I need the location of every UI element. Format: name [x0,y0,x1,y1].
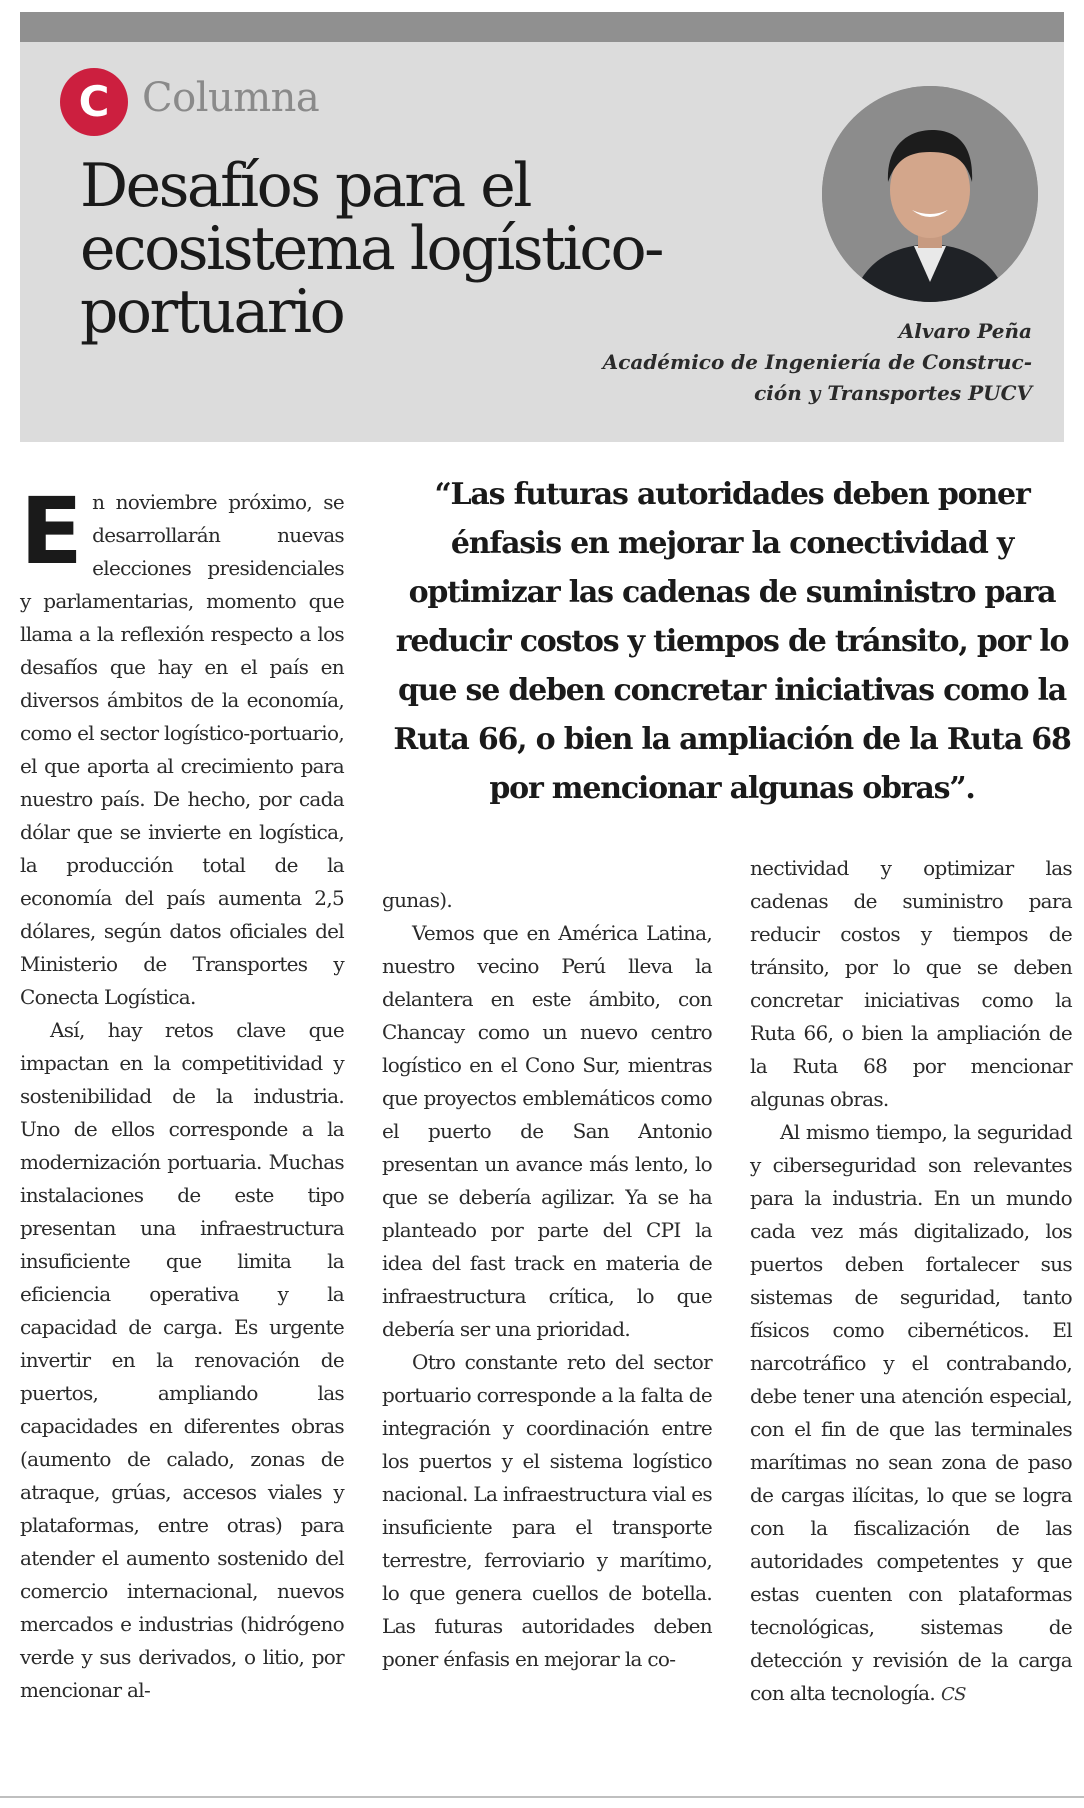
paragraph-text: n noviembre próximo, se desarrollarán nuevas elecciones presidenciales y parlamentarias, momento que llama a la reflexión respecto a los desafíos que hay en el país en diversos ámbitos de la economía, como el sector logístico-portuario, el que aporta al crecimiento para nuestro país. De hecho, por cada dólar que se invierte en logística, la producción total de la economía del país aumenta 2,5 dólares, según datos oficiales del Ministerio de Transportes y Conecta Logística. [20,490,344,1009]
paragraph: Así, hay retos clave que impactan en la competitividad y sostenibilidad de la industria. Uno de ellos corresponde a la modernización portuaria. Muchas instalaciones de este tipo presentan una infraestructura insuficiente que limita la eficiencia operativa y la capacidad de carga. Es urgente invertir en la renovación de puertos, ampliando las capacidades en diferentes obras (aumento de calado, zonas de atraque, grúas, accesos viales y plataformas, entre otras) para atender el aumento sostenido del comercio internacional, nuevos mercados e industrias (hidrógeno verde y sus derivados, o litio, por mencionar al- [20,1018,344,1702]
author-byline [512,316,1032,409]
paragraph: Vemos que en América Latina, nuestro vecino Perú lleva la delantera en este ámbito, con Chancay como un nuevo centro logístico en el Cono Sur, mientras que proyectos emblemáticos como el puerto de San Antonio presentan un avance más lento, lo que se debería agilizar. Ya se ha planteado por parte del CPI la idea del fast track en materia de infraestructura crítica, lo que debería ser una prioridad. [382,921,712,1341]
paragraph [750,1116,1072,1711]
paragraph [20,478,344,1014]
column-badge-icon: C [60,68,128,136]
author-photo [822,86,1038,302]
paragraph: Otro constante reto del sector portuario corresponde a la falta de integración y coordinación entre los puertos y el sistema logístico nacional. La infraestructura vial es insuficiente para el transporte terrestre, ferroviario y marítimo, lo que genera cuellos de botella. Las futuras autoridades deben poner énfasis en mejorar la co- [382,1350,712,1671]
body-column-1 [20,478,344,1707]
article-title: Desafíos para el ecosistema logístico-portuario [80,151,662,347]
paragraph: gunas). [382,888,453,912]
body-column-2 [382,884,712,1676]
bottom-divider [0,1796,1084,1798]
author-name: Alvaro Peña [898,319,1032,343]
body-column-3 [750,852,1072,1711]
paragraph-text: Al mismo tiempo, la seguridad y ciberseguridad son relevantes para la industria. En un mundo cada vez más digitalizado, los puertos deben fortalecer sus sistemas de seguridad, tanto físicos como cibernéticos. El narcotráfico y el contrabando, debe tener una atención especial, con el fin de que las terminales marítimas no sean zona de paso de cargas ilícitas, lo que se logra con la fiscalización de las autoridades competentes y que estas cuenten con plataformas tecnológicas, sistemas de detección y revisión de la carga con alta tecnología. [750,1120,1072,1705]
author-portrait-icon [822,86,1038,302]
header-top-bar [20,12,1064,42]
paragraph: nectividad y optimizar las cadenas de suministro para reducir costos y tiempos de tránsito, por lo que se deben concretar iniciativas como la Ruta 66, o bien la ampliación de la Ruta 68 por mencionar algunas obras. [750,856,1072,1111]
section-label: Columna [142,75,320,121]
end-mark-icon: CS [941,1684,966,1705]
pull-quote: “Las futuras autoridades deben poner énfasis en mejorar la conectividad y optimizar las cadenas de suministro para reducir costos y tiempos de tránsito, por lo que se deben concretar iniciativas como la Ruta 66, o bien la ampliación de la Ruta 68 por mencionar algunas obras”. [393,477,1071,806]
drop-cap: E [20,478,83,585]
author-role-line-1: Académico de Ingeniería de Construc- [602,350,1032,374]
author-role-line-2: ción y Transportes PUCV [754,381,1032,405]
